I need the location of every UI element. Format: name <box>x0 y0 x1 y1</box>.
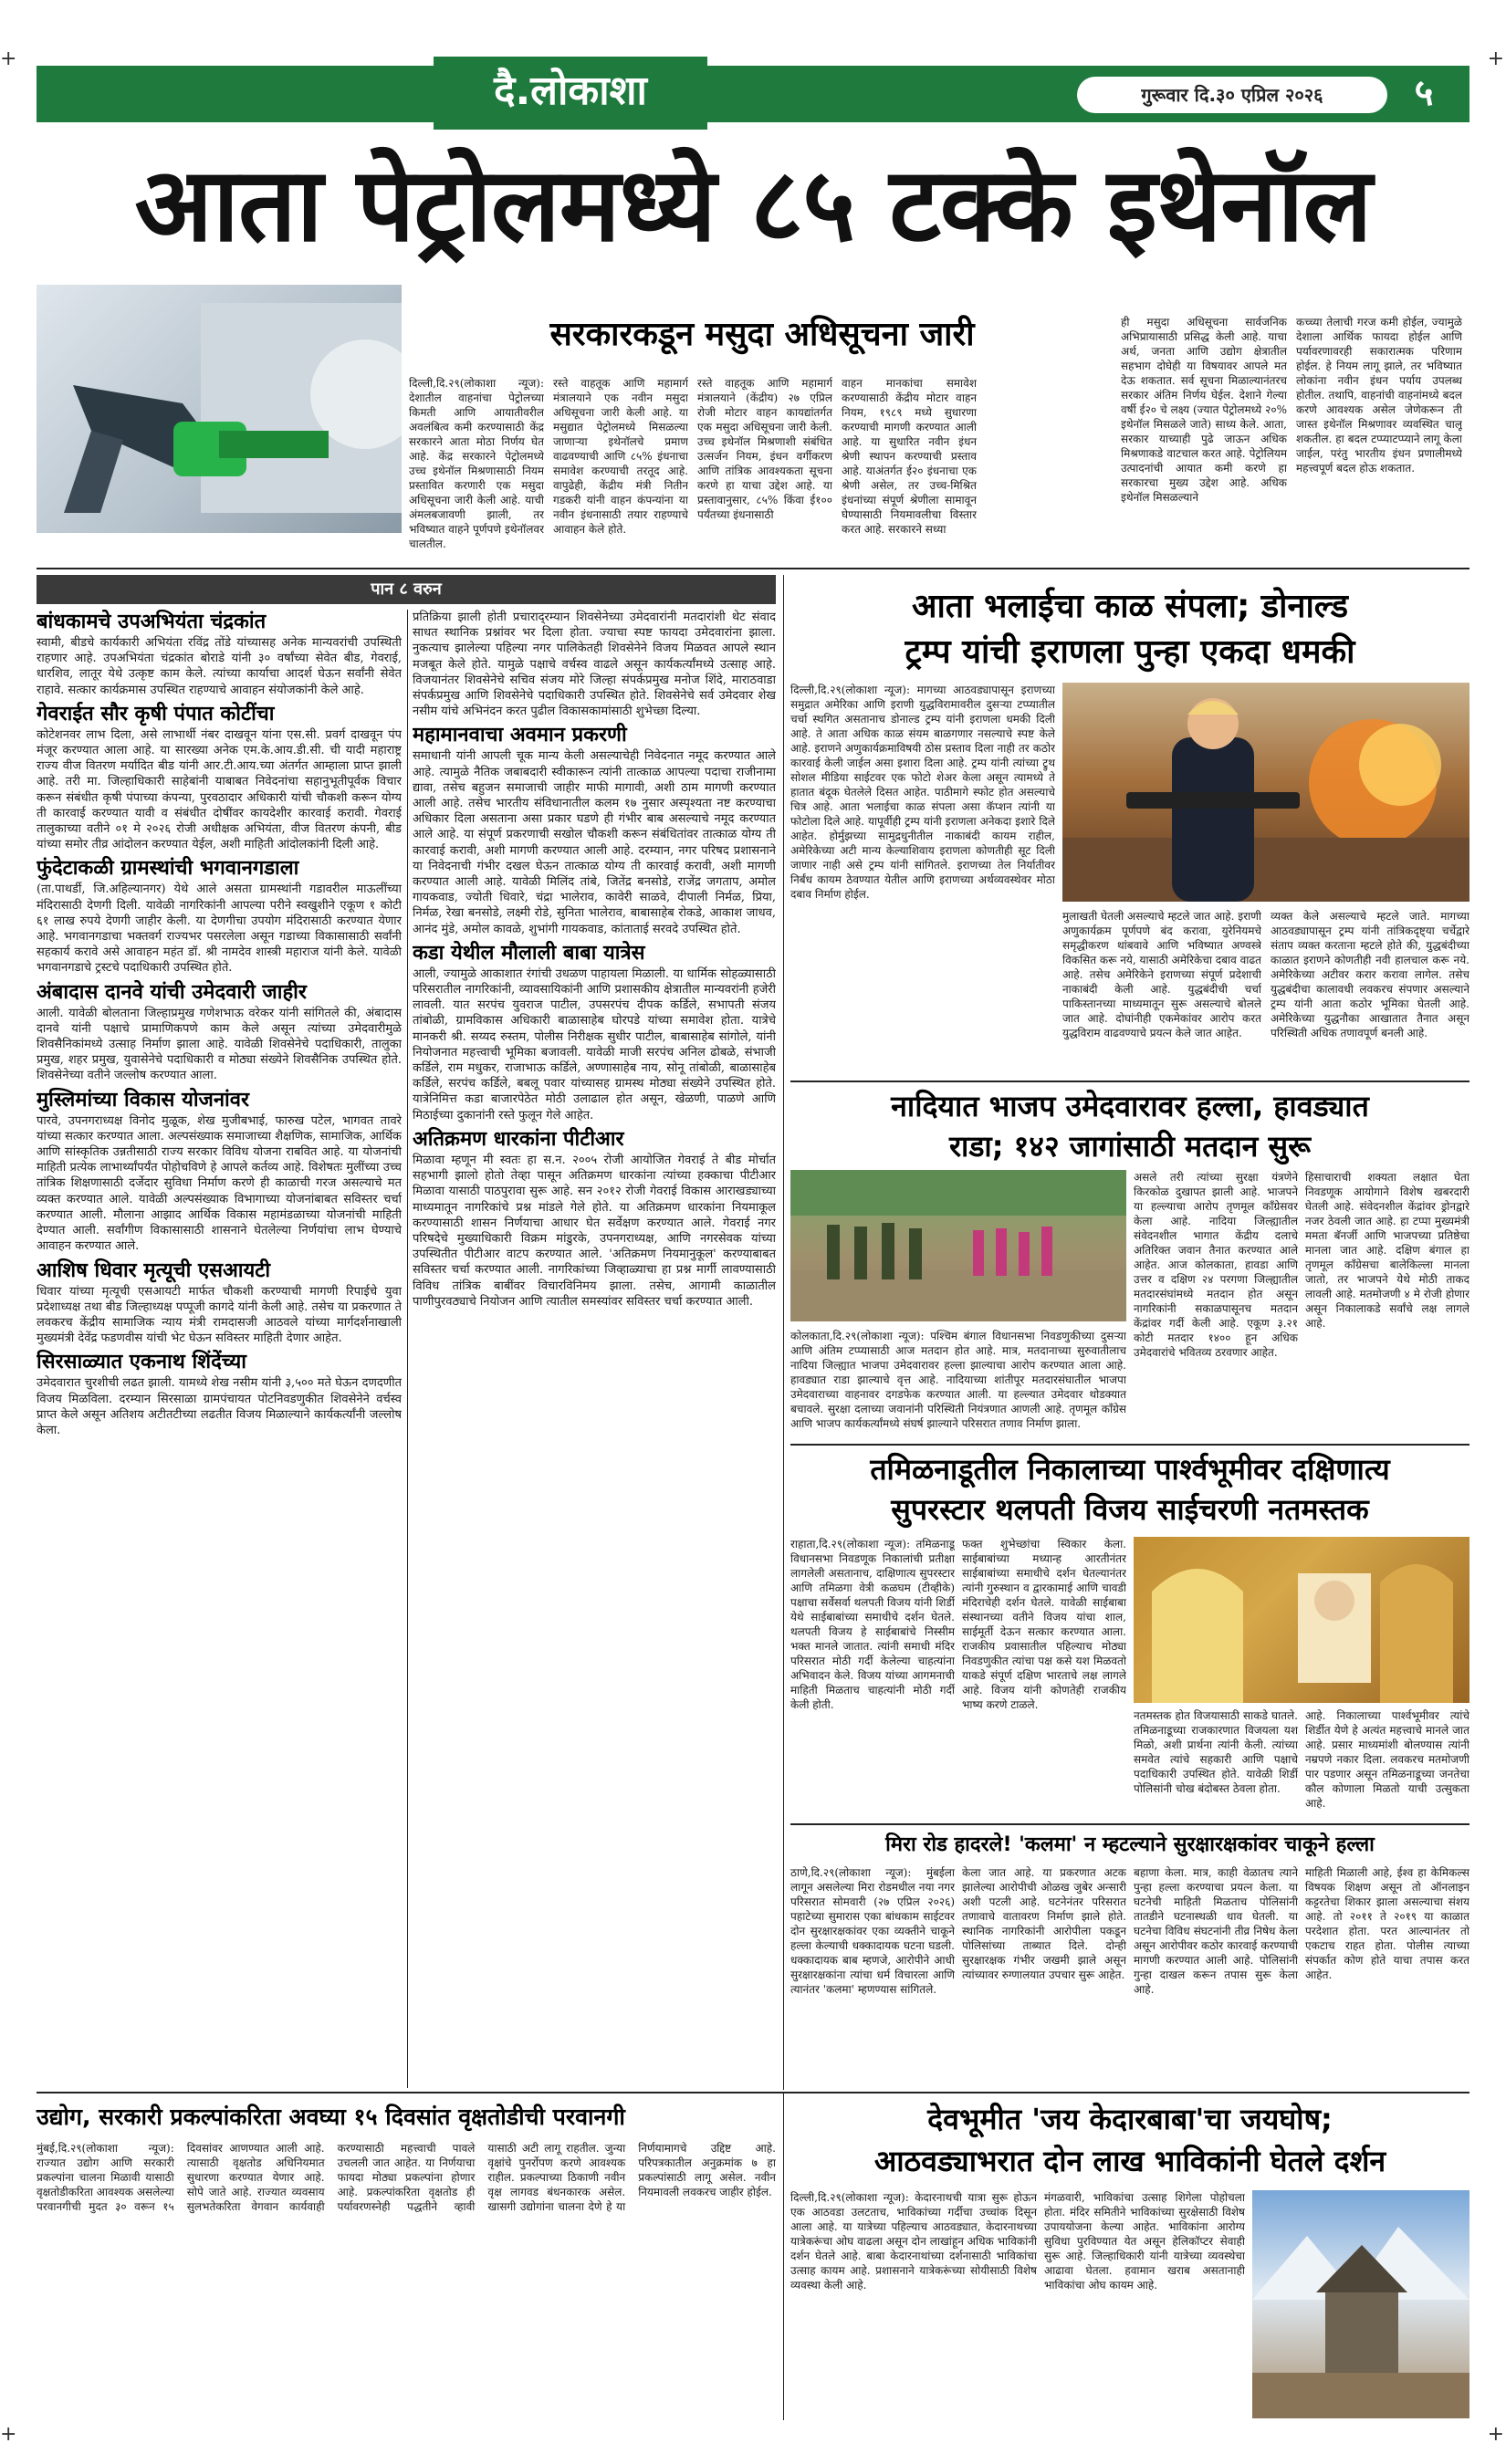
brief-title: आशिष धिवार मृत्यूची एसआयटी <box>37 1258 271 1282</box>
mira-body-4: माहिती मिळाली आहे, ईश्व हा केमिकल्स विषयक शिक्षण असून तो ऑनलाइन कट्टरतेचा शिकार झाला असल्याचा संशय आहे. तो २०११ ते २०१९ या काळात परदेशात होता. परत आल्यानंतर तो एकटाच राहत होता. पोलीस त्याच्या संपर्कात कोण होते याचा तपास करत आहेत. <box>1305 1866 1469 1981</box>
brief-body: स्वामी, बीडचे कार्यकारी अभियंता रविंद्र तोंडे यांच्यासह अनेक मान्यवरांची उपस्थिती राहणार आहे. उपअभियंता चंद्रकांत बोराडे यांनी ३० वर्षांच्या सेवेत बीड, गेवराई, धारशिव, लातूर येथे उत्कृष्ट काम केले. त्यांच्या कार्याचा आदर्श घेऊन सर्वांनी सेवेत राहावे. सत्कार कार्यक्रमास उपस्थित राहण्याचे आवाहन संयोजकांनी केले आहे. <box>37 636 402 697</box>
middle-section-body: आली, ज्यामुळे आकाशात रंगांची उधळण पाहायला मिळाली. या धार्मिक सोहळ्यासाठी परिसरातील नागरिकांनी, व्यावसायिकांनी आणि प्रशासकीय क्षेत्रातील मान्यवरांनी हजेरी लावली. यात सरपंच युवराज पाटील, उपसरपंच दीपक कर्डिले, सभापती संजय तांबोळी, ग्रामविकास अधिकारी बाळासाहेब घोरपडे यांच्या समावेश होता. यात्रेचे मानकरी श्री. सय्यद रुस्तम, पोलीस निरीक्षक सुधीर पाटील, बाबासाहेब सांगोले, यांनी नियोजनात महत्त्वाची भूमिका बजावली. यावेळी माजी सरपंच अनिल ढोबळे, संभाजी कर्डिले, राम मधुकर, राजाभाऊ कर्डिले, अण्णासाहेब नाय, सोनू तांबोळी, बाळासाहेब कर्डिले, सरपंच कर्डिले, बबलू पवार यांच्यासह ग्रामस्थ मोठ्या संख्येने उपस्थित होते. यात्रेनिमित्त कडा बाजारपेठेत मोठी उलाढाल होत असून, खेळणी, पाळणे आणि मिठाईच्या दुकानांनी रस्ते फुलून गेले आहेत. <box>413 966 776 1122</box>
middle-section-title: अतिक्रमण धारकांना पीटीआर <box>413 1127 624 1151</box>
brief-title: मुस्लिमांच्या विकास योजनांवर <box>37 1088 249 1112</box>
middle-section-body: समाधानी यांनी आपली चूक मान्य केली असल्याचेही निवेदनात नमूद करण्यात आले आहे. त्यामुळे नैतिक जबाबदारी स्वीकारून त्यांनी तात्काळ आपल्या पदाचा राजीनामा द्यावा, तसेच बहुजन समाजाची जाहीर माफी मागावी, अशी ठाम मागणी करण्यात आली आहे. तसेच भारतीय संविधानातील कलम १७ नुसार अस्पृश्यता नष्ट करण्याचा अधिकार दिला असताना असा प्रकार घडणे ही गंभीर बाब असल्याचे नमूद करण्यात आले आहे. या संपूर्ण प्रकरणाची सखोल चौकशी करून संबंधितांवर तात्काळ योग्य ती कारवाई करावी, अशी मागणी करण्यात आली आहे. दरम्यान, नगर परिषद प्रशासनाने या निवेदनाची गंभीर दखल घेऊन तात्काळ योग्य ती कारवाई करावी, अशी मागणी करण्यात आली आहे. यावेळी मिलिंद तांबे, जितेंद्र बनसोडे, राजेंद्र जगताप, अमोल गायकवाड, ज्योती धिवारे, चंद्रा भालेराव, कावेरी साळवे, दीपाली निर्मळ, प्रिया, निर्मळ, रेखा बनसोडे, लक्ष्मी रोडे, सुनिता भालेराव, बाबासाहेब रोकडे, आकाश जाधव, आनंद मुंडे, अमोल कावळे, शुभांगी गायकवाड, कांताताई सरवदे उपस्थित होते. <box>413 749 776 936</box>
bengal-body: कोलकाता,दि.२९(लोकाशा न्यूज): पश्चिम बंगाल विधानसभा निवडणुकीच्या दुसऱ्या आणि अंतिम टप्प्यासाठी आज मतदान होत आहे. मात्र, मतदानाच्या सुरुवातीलाच नादिया जिल्ह्यात भाजपा उमेदवारावर हल्ला झाल्याचा आरोप करण्यात आला आहे. हावड्यात राडा झाल्याचे वृत्त आहे. नादियाच्या शांतीपूर मतदारसंघातील भाजपा उमेदवाराच्या वाहनावर दगडफेक करण्यात आली. या हल्ल्यात उमेदवार थोडक्यात बचावले. सुरक्षा दलाच्या जवानांनी परिस्थिती नियंत्रणात आणली आहे. तृणमूल काँग्रेस आणि भाजप कार्यकर्त्यांमध्ये संघर्ष झाल्याने परिसरात तणाव निर्माण झाला. <box>790 1330 1126 1430</box>
middle-column <box>413 610 776 2088</box>
continued-label: पान ८ वरुन <box>371 579 442 599</box>
brief-title: सिरसाळ्यात एकनाथ शिंदेंच्या <box>37 1351 246 1374</box>
registration-mark: + <box>0 2423 17 2446</box>
brief-title: अंबादास दानवे यांची उमेदवारी जाहीर <box>37 980 307 1004</box>
kedarnath-temple-photo <box>1252 2190 1469 2418</box>
lead-headline: आता पेट्रोलमध्ये ८५ टक्के इथेनॉल <box>134 146 1372 265</box>
lead-body-col-2: रस्ते वाहतूक आणि महामार्ग मंत्रालयाने एक नवीन मसुदा अधिसूचना जारी केली आहे. या मसुद्यात पेट्रोलमध्ये मिसळल्या जाणाऱ्या इथेनॉलचे प्रमाण वाढवण्याची आणि ८५% इंधनाचा समावेश करण्याची तरतूद आहे. वापुढेही, केंद्रीय मंत्री नितीन गडकरी यांनी वाहन कंपन्यांना या नवीन इंधनासाठी तयार राहण्याचे आवाहन केले होते. <box>553 377 688 536</box>
vijay-body: राहाता,दि.२९(लोकाशा न्यूज): तमिळनाडू विधानसभा निवडणूक निकालांची प्रतीक्षा लागलेली असतानाच, दाक्षिणात्य सुपरस्टार आणि तमिळगा वेत्री कळघम (टीव्हीके) पक्षाचा सर्वेसर्वा थलपती विजय यांनी शिर्डी येथे साईबाबांच्या समाधीचे दर्शन घेतले. थलपती विजय हे साईबाबांचे निस्सीम भक्त मानले जातात. त्यांनी समाधी मंदिर परिसरात मोठी गर्दी केलेल्या चाहत्यांना अभिवादन केले. विजय यांच्या आगमनाची माहिती मिळताच चाहत्यांनी मोठी गर्दी केली होती. <box>790 1538 955 1711</box>
column-divider <box>407 610 408 2088</box>
page-number: ५ <box>1414 72 1434 114</box>
brief-title: फुंदेटाकळी ग्रामस्थांची भगवानगडाला <box>37 857 299 881</box>
brief-body: कोटेशनवर लाभ दिला, असे लाभार्थी नंबर दाखवून यांना एस.सी. प्रवर्ग दाखवून पंप मंजूर करण्यात आला आहे. या सारख्या अनेक एम.के.आय.डी.सी. ची यादी महाराष्ट्र राज्य वीज वितरण मर्यादित बीड यांनी आर.टी.आय.च्या अंतर्गत आम्हाला प्राप्त झाली आहे. तरी मा. जिल्हाधिकारी साहेबांनी याबाबत निवेदनांचा सहानुभूतीपूर्वक विचार करून संबंधीत कृषी पंपाच्या कंपन्या, पुरवठादार अधिकारी यांची चौकशी करून योग्य ती कारवाई करण्यात यावी व संबंधीत दोषींवर कायदेशीर कारवाई करावी. गेवराई तालुकाच्या वतीने ०१ मे २०२६ रोजी अधीक्षक अभियंता, वीज वितरण कंपनी, बीड यांच्या समोर तीव्र आंदोलन करण्यात येईल, अशी माहिती आंदोलकांनी दिली आहे. <box>37 727 402 852</box>
shirdi-temple-photo <box>1134 1537 1469 1703</box>
registration-mark: + <box>0 47 17 70</box>
divider <box>37 2092 1469 2093</box>
masthead-name: दै.लोकाशा <box>494 68 647 114</box>
divider <box>37 568 1469 569</box>
bengal-body-3: हिसाचाराची शक्यता लक्षात घेता निवडणूक आयोगाने विशेष खबरदारी घेतली आहे. संवेदनशील केंद्रांवर ड्रोनद्वारे नजर ठेवली जात आहे. हा टप्पा मुख्यमंत्री ममता बॅनर्जी आणि भाजपच्या प्रतिष्ठेचा मानला जात आहे. दक्षिण बंगाल हा तृणमूल काँग्रेसचा बालेकिल्ला मानला जातो, तर भाजपने येथे मोठी ताकद लावली आहे. मतमोजणी ४ मे रोजी होणार असून निकालाकडे सर्वांचे लक्ष लागले आहे. <box>1305 1171 1469 1330</box>
bengal-headline-1: नादियात भाजप उमेदवारावर हल्ला, हावड्यात <box>891 1089 1369 1123</box>
mira-body: ठाणे,दि.२९(लोकाशा न्यूज): मुंबईला लागून असलेल्या मिरा रोडमधील नया नगर परिसरात सोमवारी (२७ एप्रिल २०२६) पहाटेच्या सुमारास एका बांधकाम साईटवर दोन सुरक्षारक्षकांवर एका व्यक्तीने चाकूने हल्ला केल्याची धक्कादायक घटना घडली. धक्कादायक बाब म्हणजे, आरोपीने आधी सुरक्षारक्षकांना त्यांचा धर्म विचारला आणि त्यानंतर 'कलमा' म्हणण्यास सांगितले. <box>790 1866 955 1996</box>
lead-body-col-6: कच्च्या तेलाची गरज कमी होईल, ज्यामुळे देशाला आर्थिक फायदा होईल आणि पर्यावरणावरही सकारात्मक परिणाम होईल. हे नियम लागू झाले, तर भविष्यात लोकांना नवीन इंधन पर्याय उपलब्ध होतील. तथापि, वाहनांची वाहनांमध्ये बदल करणे आवश्यक असेल जेणेकरून ती जास्त इथेनॉल मिश्रणावर व्यवस्थित चालू शकतील. हा बदल टप्प्याटप्प्याने लागू केला जाईल, परंतु भारतीय इंधन प्रणालीमध्ये महत्त्वपूर्ण बदल होऊ शकतात. <box>1296 316 1462 475</box>
mira-headline: मिरा रोड हादरले! 'कलमा' न म्हटल्याने सुरक्षारक्षकांवर चाकूने हल्ला <box>885 1833 1375 1856</box>
divider <box>790 1081 1469 1082</box>
trump-body: दिल्ली,दि.२९(लोकाशा न्यूज): मागच्या आठवड्यापासून इराणच्या समुद्रात अमेरिका आणि इराणी युद्धविरामावरील दुसऱ्या टप्प्यातील चर्चा स्थगित असतानाच डोनाल्ड ट्रम्प यांनी इराणला धमकी दिली आहे. ते आता अधिक काळ संयम बाळगणार नसल्याचे स्पष्ट केले आहे. इराणने अणुकार्यक्रमाविषयी ठोस प्रस्ताव दिला नाही तर कठोर कारवाई केली जाईल असा इशारा दिला आहे. ट्रम्प यांनी त्यांच्या ट्रुथ सोशल मीडिया साईटवर एक फोटो शेअर केला असून त्यामध्ये ते हातात बंदूक घेतलेले दिसत आहेत. पाठीमागे स्फोट होत असल्याचे चित्र आहे. आता भलाईचा काळ संपला असा कॅप्शन त्यांनी या फोटोला दिले आहे. यापूर्वीही ट्रम्प यांनी इराणला अनेकदा इशारे दिले आहेत. होर्मुझच्या सामुद्रधुनीतील नाकाबंदी कायम राहील, अमेरिकेच्या अटी मान्य केल्याशिवाय इराणला कोणतीही सूट दिली जाणार नाही असे ट्रम्प यांनी सांगितले. इराणच्या तेल निर्यातीवर निर्बंध कायम ठेवण्यात येतील आणि इराणच्या अर्थव्यवस्थेवर मोठा दबाव निर्माण होईल. <box>790 684 1055 901</box>
kedar-headline-2: आठवड्याभरात दोन लाख भाविकांनी घेतले दर्शन <box>873 2144 1386 2178</box>
kedar-body-2: मंगळवारी, भाविकांचा उत्साह शिगेला पोहोचला होता. मंदिर समितीने भाविकांच्या सुरक्षेसाठी विशेष उपाययोजना केल्या आहेत. भाविकांना आरोग्य सुविधा पुरविण्यात येत असून हेलिकॉप्टर सेवाही सुरू आहे. जिल्हाधिकारी यांनी यात्रेच्या व्यवस्थेचा आढावा घेतला. हवामान खराब असतानाही भाविकांचा ओघ कायम आहे. <box>1044 2191 1245 2292</box>
trump-body-3: व्यक्त केले असल्याचे म्हटले जाते. मागच्या आठवड्यापासून ट्रम्प यांनी तांत्रिकदृष्ट्या चर्चेद्वारे संताप व्यक्त करताना म्हटले होते की, युद्धबंदीच्या काळात इराणने कोणतीही नवी हालचाल करू नये. अमेरिकेच्या अटीवर करार करावा लागेल. तसेच युद्धबंदीचा कालावधी लवकरच संपणार असल्याने ट्रम्प यांनी आता कठोर भूमिका घेतली आहे. अमेरिकेच्या युद्धनौका आखातात तैनात असून परिस्थिती अधिक तणावपूर्ण बनली आहे. <box>1271 910 1469 1039</box>
bengal-headline-2: राडा; १४२ जागांसाठी मतदान सुरू <box>948 1129 1312 1164</box>
trump-headline-2: ट्रम्प यांची इराणला पुन्हा एकदा धमकी <box>905 633 1355 671</box>
column-divider <box>783 2092 784 2420</box>
mira-body-3: बहाणा केला. मात्र, काही वेळातच त्याने पुन्हा हल्ला करण्याचा प्रयत्न केला. या घटनेची माहिती मिळताच पोलिसांनी तातडीने घटनास्थळी धाव घेतली. या घटनेचा विविध संघटनांनी तीव्र निषेध केला असून आरोपीवर कठोर कारवाई करण्याची मागणी करण्यात आली आहे. पोलिसांनी गुन्हा दाखल करून तपास सुरू केला आहे. <box>1134 1866 1298 1996</box>
mira-body-2: केला जात आहे. या प्रकरणात अटक झालेल्या आरोपीची ओळख जुबेर अन्सारी अशी पटली आहे. घटनेनंतर परिसरात तणावाचे वातावरण निर्माण झाले होते. स्थानिक नागरिकांनी आरोपीला पकडून पोलिसांच्या ताब्यात दिले. दोन्ही सुरक्षारक्षक गंभीर जखमी झाले असून त्यांच्यावर रुग्णालयात उपचार सुरू आहेत. <box>962 1866 1126 1981</box>
fuel-pump-photo <box>37 285 402 533</box>
column-divider <box>783 575 784 2090</box>
trump-body-2: मुलाखती घेतली असल्याचे म्हटले जात आहे. इराणी अणुकार्यक्रम पूर्णपणे बंद करावा, युरेनियमचे समृद्धीकरण थांबवावे आणि भविष्यात अण्वस्त्रे विकसित करू नये, यासाठी अमेरिकेचा दबाव वाढत आहे. तसेच अमेरिकेने इराणच्या संपूर्ण प्रदेशाची नाकाबंदी केली आहे. युद्धबंदीची चर्चा पाकिस्तानच्या माध्यमातून सुरू असल्याचे बोलले जात आहे. दोघांनीही एकमेकांवर आरोप करत युद्धविराम वाढवण्याचे प्रयत्न केले जात आहेत. <box>1062 910 1261 1039</box>
vijay-body-4: आहे. निकालाच्या पार्श्वभूमीवर त्यांचे शिर्डीत येणे हे अत्यंत महत्त्वाचे मानले जात आहे. प्रसार माध्यमांशी बोलण्यास त्यांनी नम्रपणे नकार दिला. लवकरच मतमोजणी पार पडणार असून तमिळनाडूच्या जनतेचा कौल कोणाला मिळतो याची उत्सुकता आहे. <box>1305 1709 1469 1810</box>
kedar-body: दिल्ली,दि.२९(लोकाशा न्यूज): केदारनाथची यात्रा सुरू होऊन एक आठवडा उलटताच, भाविकांच्या गर्दीचा उच्चांक दिसून आला आहे. या यात्रेच्या पहिल्याच आठवड्यात, केदारनाथच्या यात्रेकरूंचा ओघ वाढला असून दोन लाखांहून अधिक भाविकांनी दर्शन घेतले आहे. बाबा केदारनाथांच्या दर्शनासाठी भाविकांचा उत्साह कायम आहे. प्रशासनाने यात्रेकरूंच्या सोयीसाठी विशेष व्यवस्था केली आहे. <box>790 2191 1037 2292</box>
masthead-date: गुरूवार दि.३० एप्रिल २०२६ <box>1141 84 1323 106</box>
trump-headline-1: आता भलाईचा काळ संपला; डोनाल्ड <box>911 588 1349 625</box>
vijay-body-2: फक्त शुभेच्छांचा स्विकार केला. साईबाबांच्या मध्यान्ह आरतीनंतर साईबाबांच्या समाधीचे दर्शन घेतल्यानंतर त्यांनी गुरुस्थान व द्वारकामाई आणि चावडी मंदिराचेही दर्शन घेतले. यावेळी साईबाबा संस्थानच्या वतीने विजय यांचा शाल, साईमूर्ती देऊन सत्कार करण्यात आला. राजकीय प्रवासातील पहिल्याच मोठ्या निवडणुकीत त्यांचा पक्ष कसे यश मिळवतो याकडे संपूर्ण दक्षिण भारताचे लक्ष लागले आहे. विजय यांनी कोणतेही राजकीय भाष्य करणे टाळले. <box>962 1538 1126 1711</box>
registration-mark: + <box>1487 2423 1504 2446</box>
lead-body-col-1: दिल्ली,दि.२९(लोकाशा न्यूज): देशातील वाहनांचा पेट्रोलच्या किमती आणि आयातीवरील अवलंबित्व कमी करण्यासाठी केंद्र सरकारने आता मोठा निर्णय घेत आहे. केंद्र सरकारने पेट्रोलमध्ये उच्च इथेनॉल मिश्रणासाठी नियम प्रस्तावित करणारी एक मसुदा अधिसूचना जारी केली आहे. याची अंमलबजावणी झाली, तर भविष्यात वाहने पूर्णपणे इथेनॉलवर चालतील. <box>409 377 544 550</box>
middle-section-title: महामानवाचा अवमान प्रकरणी <box>413 724 627 747</box>
middle-section-body: मिळावा म्हणून मी स्वतः हा स.न. २००५ रोजी आयोजित गेवराई ते बीड मोर्चात सहभागी झालो होतो तेव्हा पासून अतिक्रमण धारकांना त्यांच्या हक्काचा पीटीआर मिळावा यासाठी पाठपुरावा सुरू आहे. सन २०१२ रोजी गेवराई विकास आराखड्याच्या माध्यमातून नागरिकांचे प्रश्न मांडले गेले होते. या अतिक्रमण धारकांना नियमाकूल करण्यासाठी शासन निर्णयाचा आधार घेत सर्वेक्षण करण्यात आले. गेवराई नगर परिषदेचे मुख्याधिकारी विक्रम मांडुरके, उपनगराध्यक्ष, आणि नगरसेवक यांच्या उपस्थितीत पीटीआर वाटप करण्यात आले. 'अतिक्रमण नियमानुकूल' करण्याबाबत सविस्तर चर्चा करण्यात आली. नागरिकांच्या जिव्हाळ्याचा हा प्रश्न मार्गी लावण्यासाठी विविध तांत्रिक बाबींवर विचारविनिमय झाला. तसेच, आगामी काळातील पाणीपुरवठ्याचे नियोजन आणि त्यातील समस्यांवर सविस्तर चर्चा करण्यात आली. <box>413 1153 776 1309</box>
brief-body: (ता.पाथर्डी, जि.अहिल्यानगर) येथे आले असता ग्रामस्थांनी गडावरील माऊलींच्या मंदिरासाठी देणगी दिली. यावेळी नागरिकांनी आपल्या परीने स्वखुशीने एकूण १ कोटी ६१ लाख रुपये देणगी जाहीर केली. या देणगीचा उपयोग मंदिरासाठी करण्यात येणार आहे. भगवानगडाचा भक्तवर्ग राज्यभर पसरलेला असून गडाच्या विकासासाठी सर्वांनी सहकार्य करावे असे आवाहन महंत डॉ. श्री नामदेव शास्त्री महाराज यांनी केले. यावेळी भगवानगडाचे ट्रस्टचे पदाधिकारी उपस्थित होते. <box>37 882 402 976</box>
brief-title: बांधकामचे उपअभियंता चंद्रकांत <box>37 611 267 633</box>
middle-section-title: कडा येथील मौलाली बाबा यात्रेस <box>413 941 645 965</box>
lead-body-col-4: वाहन मानकांचा समावेश करण्यासाठी केंद्रीय मोटार वाहन नियम, १९८९ मध्ये सुधारणा करण्याची मागणी करण्यात आली आहे. या सुधारित नवीन इंधन श्रेणी स्थापन करण्याची प्रस्ताव आहे. याअंतर्गत ई२० इंधनाचा एक श्रेणी असेल, तर उच्च-मिश्रित इंधनांच्या संपूर्ण श्रेणीला सामावून घेण्यासाठी नियमावलीचा विस्तार करत आहे. सरकारने सध्या <box>842 377 977 536</box>
left-briefs-column <box>37 610 402 2088</box>
vijay-headline-1: तमिळनाडूतील निकालाच्या पार्श्वभूमीवर दक्षिणात्य <box>870 1452 1390 1487</box>
brief-body: उमेदवारात चुरशीची लढत झाली. यामध्ये शेख नसीम यांनी ३,५०० मते घेऊन दणदणीत विजय मिळविला. दरम्यान सिरसाळा ग्रामपंचायत पोटनिवडणुकीत शिवसेनेने वर्चस्व प्राप्त केले असून अतिशय अटीतटीच्या लढतीत विजय मिळाल्याने कार्यकर्त्यांनी जल्लोष केला. <box>37 1376 402 1437</box>
brief-body: आली. यावेळी बोलताना जिल्हाप्रमुख गणेशभाऊ वरेकर यांनी सांगितले की, अंबादास दानवे यांनी पक्षाचे प्रामाणिकपणे काम केले असून त्यांच्या उमेदवारीमुळे शिवसैनिकांमध्ये उत्साह निर्माण झाला आहे. यावेळी शिवसेनेचे पदाधिकारी, तालुका प्रमुख, शहर प्रमुख, युवासेनेचे पदाधिकारी व मोठ्या संख्येने शिवसैनिक उपस्थित होते. शिवसेनेच्या वतीने जल्लोष करण्यात आला. <box>37 1006 402 1083</box>
lead-body-col-3: रस्ते वाहतूक आणि महामार्ग मंत्रालयाने (केंद्रीय) २७ एप्रिल रोजी मोटार वाहन कायद्यांतर्गत एक मसुदा अधिसूचना जारी केली. उच्च इथेनॉल मिश्रणाशी संबंधित उत्सर्जन नियम, इंधन वर्गीकरण आणि तांत्रिक आवश्यकता सूचना करणे हा याचा उद्देश आहे. या प्रस्तावानुसार, ८५% किंवा ई१०० पर्यंतच्या इंधनासाठी <box>697 377 832 521</box>
tree-headline: उद्योग, सरकारी प्रकल्पांकरिता अवघ्या १५ दिवसांत वृक्षतोडीची परवानगी <box>37 2104 625 2130</box>
brief-body: धिवार यांच्या मृत्यूची एसआयटी मार्फत चौकशी करण्याची मागणी रिपाईचे युवा प्रदेशाध्यक्ष तथा बीड जिल्हाध्यक्ष पप्पूजी कागदे यांनी केली आहे. तसेच या प्रकरणात ते लवकरच केंद्रीय सामाजिक न्याय मंत्री रामदासजी आठवले यांच्या मार्गदर्शनाखाली मुख्यमंत्री देवेंद्र फडणवीस यांची भेट घेऊन सविस्तर माहिती देणार आहेत. <box>37 1284 402 1346</box>
vijay-body-3: नतमस्तक होत विजयासाठी साकडे घातले. तमिळनाडूच्या राजकारणात विजयला यश मिळो, अशी प्रार्थना त्यांनी केली. त्यांच्या समवेत त्यांचे सहकारी आणि पक्षाचे पदाधिकारी उपस्थित होते. यावेळी शिर्डी पोलिसांनी चोख बंदोबस्त ठेवला होता. <box>1134 1709 1298 1795</box>
vijay-headline-2: सुपरस्टार थलपती विजय साईचरणी नतमस्तक <box>891 1492 1369 1527</box>
lead-subhead: सरकारकडून मसुदा अधिसूचना जारी <box>549 316 975 353</box>
brief-title: गेवराईत सौर कृषी पंपात कोटींचा <box>37 702 275 726</box>
bengal-body-2: असले तरी त्यांच्या सुरक्षा यंत्रणेने किरकोळ दुखापत झाली आहे. भाजपने या हल्ल्याचा आरोप तृणमूल काँग्रेसवर केला आहे. नादिया जिल्ह्यातील संवेदनशील भागात केंद्रीय दलाचे अतिरिक्त जवान तैनात करण्यात आले आहेत. आज कोलकाता, हावडा आणि उत्तर व दक्षिण २४ परगणा जिल्ह्यातील मतदारसंघांमध्ये मतदान होत असून नागरिकांनी सकाळपासूनच मतदान केंद्रांवर गर्दी केली आहे. एकूण ३.२१ कोटी मतदार १४०० हून अधिक उमेदवारांचे भवितव्य ठरवणार आहेत. <box>1134 1171 1298 1359</box>
middle-intro: प्रतिक्रिया झाली होती प्रचाराद्‌रम्यान शिवसेनेच्या उमेदवारांनी मतदारांशी थेट संवाद साधत स्थानिक प्रश्नांवर भर दिला होता. ज्याचा स्पष्ट फायदा उमेदवारांना झाला. नुकत्याच झालेल्या पहिल्या नगर पालिकेतही शिवसेनेने विजय मिळवत आपले स्थान मजबूत केले होते. यामुळे पक्षाचे वर्चस्व वाढले असून कार्यकर्त्यांमध्ये उत्साह आहे. विजयानंतर शिवसेनेचे सचिव संजय मोरे जिल्हा संपर्कप्रमुख मनोज शिंदे, माराठवाडा संपर्कप्रमुख आणि शिवसेनेचे पदाधिकारी उपस्थित होते. शिवसेनेचे सर्व उमेदवार शेख नसीम यांचे अभिनंदन करत पुढील विकासकामांसाठी शुभेच्छा दिल्या. <box>413 611 776 719</box>
kedar-headline-1: देवभूमीत 'जय केदारबाबा'चा जयघोष; <box>927 2102 1333 2136</box>
divider <box>790 1823 1469 1825</box>
trump-photo <box>1062 683 1469 902</box>
brief-body: पारवे, उपनगराध्यक्ष विनोद मुळूक, शेख मुजीबभाई, फारुख पटेल, भागवत तावरे यांच्या सत्कार करण्यात आला. अल्पसंख्याक समाजाच्या शैक्षणिक, सामाजिक, आर्थिक आणि सांस्कृतिक उन्नतीसाठी राज्य सरकार विविध योजना राबवित आहे. या योजनांची माहिती प्रत्येक लाभार्थ्यांपर्यंत पोहोचविणे हे आपले कर्तव्य आहे. विशेषतः मुलींच्या उच्च तांत्रिक शिक्षणासाठी दर्जेदार सुविधा निर्माण करणे ही काळाची गरज असल्याचे मत व्यक्त करण्यात आले. यावेळी अल्पसंख्याक विभागाच्या योजनांबाबत सविस्तर चर्चा करण्यात आली. मौलाना आझाद आर्थिक विकास महामंडळाच्या योजनांची माहिती देण्यात आली. सर्वांगीण विकासासाठी शासनाने घेतलेल्या निर्णयांचा लाभ घेण्याचे आवाहन करण्यात आले. <box>37 1113 402 1254</box>
lead-body-col-5: ही मसुदा अधिसूचना सार्वजनिक अभिप्रायासाठी प्रसिद्ध केली आहे. याचा अर्थ, जनता आणि उद्योग क्षेत्रातील सहभाग दोघेही या विषयावर आपले मत देऊ शकतात. सर्व सूचना मिळाल्यानंतरच सरकार अंतिम निर्णय घेईल. देशाने गेल्या वर्षी ई२० चे लक्ष्य (ज्यात पेट्रोलमध्ये २०% इथेनॉल मिसळले जाते) साध्य केले. आता, सरकार याच्याही पुढे जाऊन अधिक मिश्रणाकडे वाटचाल करत आहे. पेट्रोलियम उत्पादनांची आयात कमी करणे हा सरकारचा मुख्य उद्देश आहे. अधिक इथेनॉल मिसळल्याने <box>1121 316 1287 504</box>
tree-body: मुंबई,दि.२९(लोकाशा न्यूज): राज्यात उद्योग आणि सरकारी प्रकल्पांना चालना मिळावी यासाठी वृक्षतोडीकरिता आवश्यक असलेल्या परवानगीची मुदत ३० वरून १५ दिवसांवर आणण्यात आली आहे. त्यासाठी वृक्षतोड अधिनियमात सुधारणा करण्यात येणार आहे. सोपे जाते आहे. राज्यात व्यवसाय सुलभतेकरिता वेगवान कार्यवाही करण्यासाठी महत्त्वाची पावले उचलली जात आहेत. या निर्णयाचा फायदा मोठ्या प्रकल्पांना होणार आहे. प्रकल्पांकरिता वृक्षतोड ही पर्यावरणस्नेही पद्धतीने व्हावी यासाठी अटी लागू राहतील. जुन्या वृक्षांचे पुनर्रोपण करणे आवश्यक राहील. प्रकल्पाच्या ठिकाणी नवीन वृक्ष लागवड बंधनकारक असेल. खासगी उद्योगांना चालना देणे हे या निर्णयामागचे उद्दिष्ट आहे. परिपत्रकातील अनुक्रमांक ७ हा प्रकल्पांसाठी लागू असेल. नवीन नियमावली लवकरच जाहीर होईल. <box>37 2142 776 2213</box>
divider <box>790 1444 1469 1446</box>
bengal-polling-photo <box>790 1170 1126 1321</box>
registration-mark: + <box>1487 47 1504 70</box>
